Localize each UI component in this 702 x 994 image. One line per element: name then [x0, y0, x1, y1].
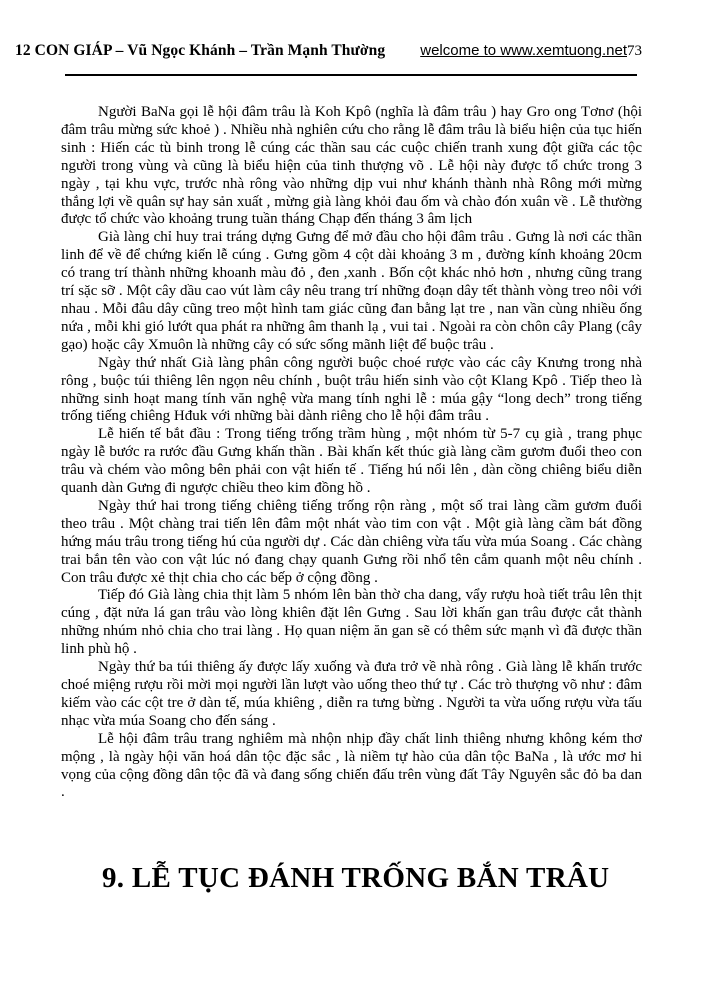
body-text	[61, 104, 642, 802]
paragraph: Người BaNa gọi lễ hội đâm trâu là Koh Kpô (nghĩa là đâm trâu ) hay Gro ong Tơnơ (hội đâm trâu mừng sức khoẻ ) . Nhiều nhà nghiên cứu cho rằng lễ đâm trâu là biểu hiện của tục hiến sinh : Hiến các tù binh trong lễ cúng các thần sau các cuộc chiến tranh xung đột giữa các tộc người trong vùng và cũng là biểu hiện của tinh thượng võ . Lễ hội này được tổ chức trong 3 ngày , tại khu vực, trước nhà rông vào những dịp vui như khánh thành nhà Rông mới mừng thắng lợi về quân sự hay sản xuất , mừng già làng khỏi đau ốm và chào đón xuân về . Lễ thường được tổ chức vào khoảng trung tuần tháng Chạp đến tháng 3 âm lịch	[61, 104, 642, 228]
paragraph: Ngày thứ hai trong tiếng chiêng tiếng trống rộn ràng , một số trai làng cầm gươm đuổi theo trâu . Một chàng trai tiến lên đâm một nhát vào tim con vật . Một già làng cầm bát đồng hứng máu trâu trong tiếng hú của người dự . Các dàn chiêng vừa tấu vừa múa Soang . Các chàng trai bắn tên vào con vật lúc nó đang chạy quanh Gưng rồi nhổ tên cắm quanh một nêu chính . Con trâu được xẻ thịt chia cho các bếp ở cộng đồng .	[61, 497, 642, 586]
paragraph: Lễ hiến tế bắt đầu : Trong tiếng trống trầm hùng , một nhóm từ 5-7 cụ già , trang phục ngày lễ bước ra rước đầu Gưng khấn thần . Bài khấn kết thúc già làng cầm gươm đuổi theo con trâu và chém vào mông bên phải con vật hiến tế . Tiếng hú nổi lên , dàn cồng chiêng biểu diễn quanh dàn Gưng đi ngược chiều theo kim đồng hồ .	[61, 426, 642, 497]
paragraph: Già làng chỉ huy trai tráng dựng Gưng để mở đầu cho hội đâm trâu . Gưng là nơi các thần linh để về để chứng kiến lễ cúng . Gưng gồm 4 cột dài khoảng 3 m , đường kính khoảng 20cm có trang trí thành những khoanh màu đỏ , đen ,xanh . Bốn cột khác nhỏ hơn , nhưng cũng trang trí sặc sỡ . Một cây dầu cao vút làm cây nêu trang trí những đoạn dây tết thành vòng treo nôi với nhau . Mỗi đâu dây cũng treo một hình tam giác cũng đan bằng lạt tre , nan vần cùng nhiều ống nứa , mỗi khi gió lướt qua phát ra những âm thanh lạ , vui tai . Ngoài ra còn chôn cây Plang (cây gạo) hoặc cây Xmuôn là những cây có sức sống mãnh liệt để buộc trâu .	[61, 229, 642, 353]
watermark-link[interactable]: welcome to www.xemtuong.net	[420, 42, 627, 59]
paragraph: Ngày thứ ba túi thiêng ấy được lấy xuống và đưa trở về nhà rông . Già làng lễ khấn trước choé miệng rượu rồi mời mọi người lần lượt vào uống theo thứ tự . Các trò thượng võ như : đâm kiếm vào các cột tre ở dàn tế, múa khiêng , diễn ra tưng bừng . Người ta vừa uống rượu vừa tấu nhạc vừa múa Soang cho đến sáng .	[61, 659, 642, 729]
header-divider	[65, 74, 637, 76]
section-heading: 9. LỄ TỤC ĐÁNH TRỐNG BẮN TRÂU	[102, 862, 610, 894]
paragraph: Tiếp đó Già làng chia thịt làm 5 nhóm lên bàn thờ cha dang, vẩy rượu hoà tiết trâu lên thịt cúng , đặt nửa lá gan trâu vào lòng khiên đặt lên Gưng . Sau lời khấn gan trâu được cắt thành những nhúm nhỏ chia cho trai làng . Họ quan niệm ăn gan sẽ có thêm sức mạnh vì đã được thần linh phù hộ .	[61, 587, 642, 658]
page-number: 73	[627, 43, 642, 59]
page-header	[15, 42, 642, 60]
book-title: 12 CON GIÁP – Vũ Ngọc Khánh – Trần Mạnh Thường	[15, 42, 386, 59]
header-right	[420, 42, 642, 60]
paragraph: Ngày thứ nhất Già làng phân công người buộc choé rược vào các cây Knưng trong nhà rông , buộc túi thiêng lên ngọn nêu chính , buột trâu hiến sinh vào cột Klang Kpô . Tiếp theo là những sinh hoạt mang tính văn nghệ vừa mang tính nghi lễ : múa gậy “long dech” trong tiếng trống tiếng chiêng Hđuk với những bài dành riêng cho lễ hội đâm trâu .	[61, 354, 642, 425]
paragraph: Lễ hội đâm trâu trang nghiêm mà nhộn nhịp đầy chất linh thiêng nhưng không kém thơ mộng , là ngày hội văn hoá dân tộc đặc sắc , là niềm tự hào của dân tộc BaNa , là ước mơ hi vọng của cộng đồng dân tộc đã và đang sống chiến đấu trên vùng đất Tây Nguyên sắc đỏ ba dan .	[61, 730, 642, 801]
